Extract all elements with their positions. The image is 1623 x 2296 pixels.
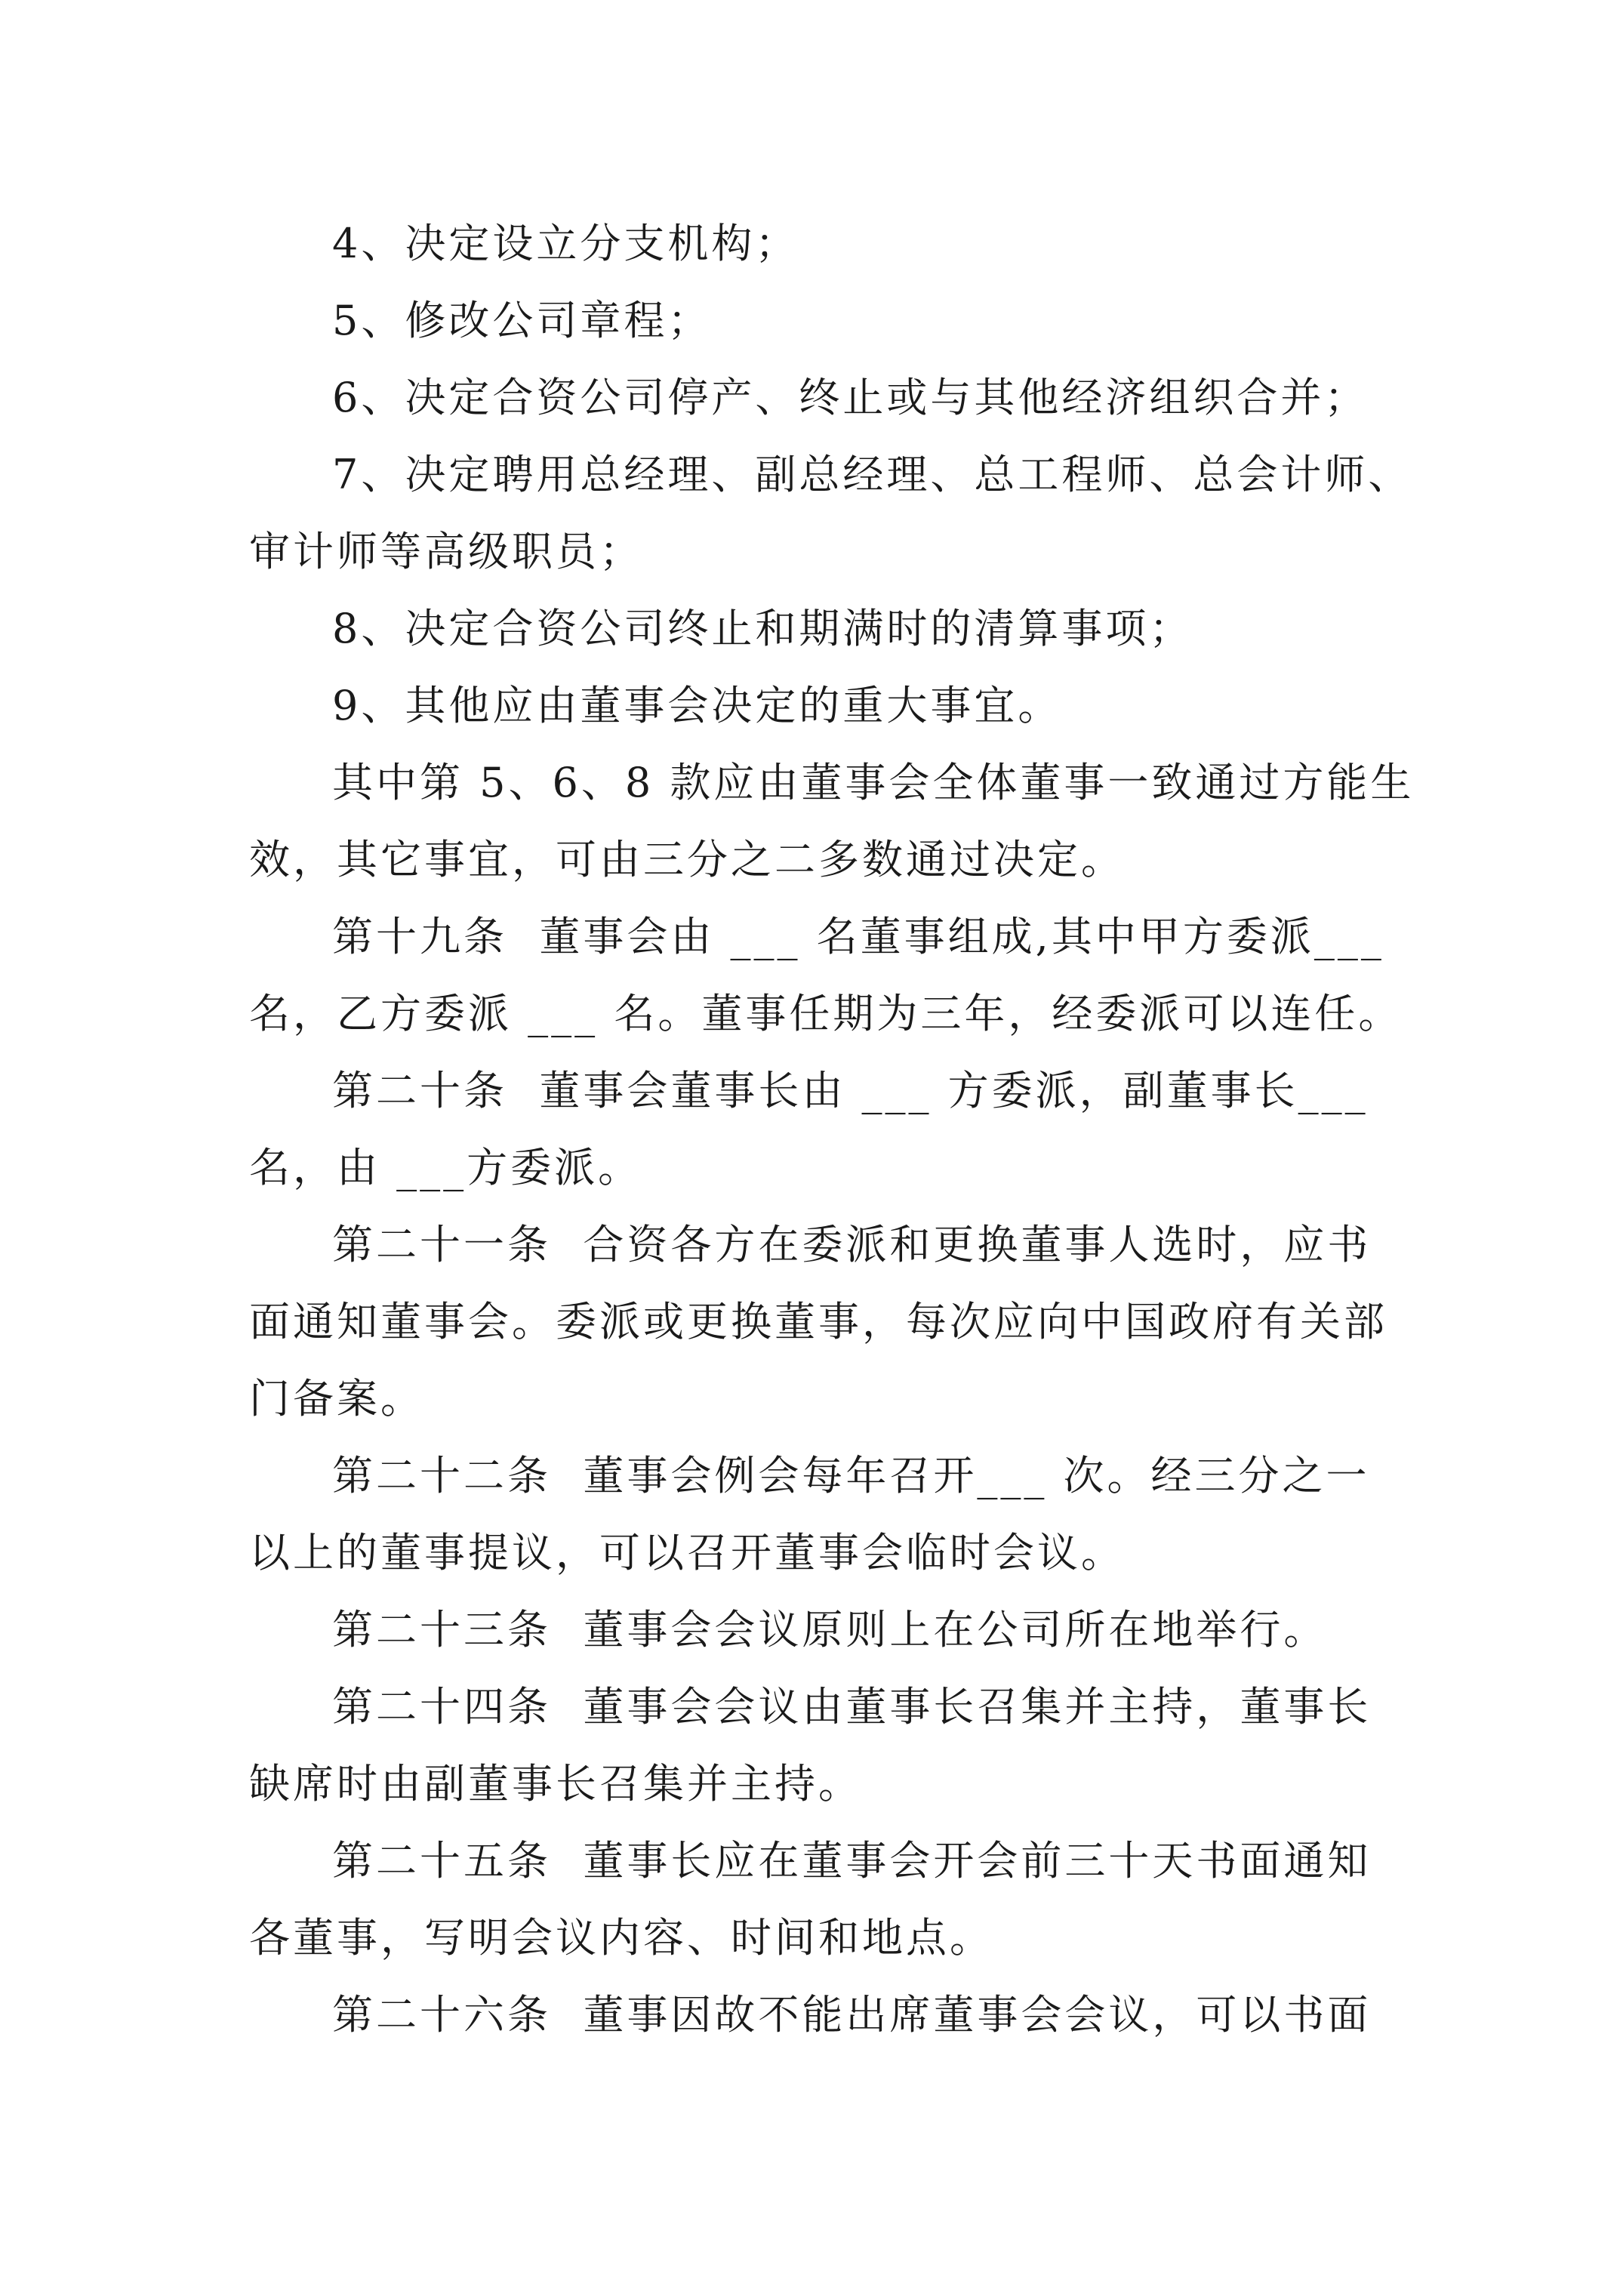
text-line: 效，其它事宜，可由三分之二多数通过决定。 <box>249 836 1125 883</box>
text-line: 缺席时由副董事长召集并主持。 <box>249 1760 862 1808</box>
text-line: 各董事，写明会议内容、时间和地点。 <box>249 1914 993 1962</box>
text-line: 第二十六条 董事因故不能出席董事会会议，可以书面 <box>332 1991 1372 2039</box>
text-line: 其中第 5、6、8 款应由董事会全体董事一致通过方能生 <box>332 759 1415 806</box>
text-line: 第二十三条 董事会会议原则上在公司所在地举行。 <box>332 1606 1328 1653</box>
text-line: 第二十条 董事会董事长由 ___ 方委派，副董事长___ <box>332 1067 1369 1114</box>
text-line: 审计师等高级职员； <box>249 528 643 575</box>
text-line: 以上的董事提议，可以召开董事会临时会议。 <box>249 1529 1125 1576</box>
text-line: 面通知董事会。委派或更换董事，每次应向中国政府有关部 <box>249 1298 1387 1345</box>
text-line: 9、其他应由董事会决定的重大事宜。 <box>332 682 1062 729</box>
text-line: 4、决定设立分支机构； <box>332 220 799 267</box>
text-line: 名，由 ___方委派。 <box>249 1144 642 1191</box>
text-line: 第二十一条 合资各方在委派和更换董事人选时，应书 <box>332 1221 1372 1268</box>
text-line: 6、决定合资公司停产、终止或与其他经济组织合并； <box>332 374 1369 421</box>
text-line: 第二十二条 董事会例会每年召开___ 次。经三分之一 <box>332 1452 1370 1499</box>
text-line: 5、修改公司章程； <box>332 297 712 344</box>
text-line: 第二十四条 董事会会议由董事长召集并主持，董事长 <box>332 1683 1372 1730</box>
text-line: 第二十五条 董事长应在董事会开会前三十天书面通知 <box>332 1837 1372 1885</box>
text-line: 门备案。 <box>249 1375 424 1422</box>
text-line: 8、决定合资公司终止和期满时的清算事项； <box>332 605 1193 652</box>
text-line: 名，乙方委派 ___ 名。董事任期为三年，经委派可以连任。 <box>249 990 1403 1037</box>
text-line: 第十九条 董事会由 ___ 名董事组成,其中甲方委派___ <box>332 913 1384 960</box>
text-line: 7、决定聘用总经理、副总经理、总工程师、总会计师、 <box>332 451 1412 498</box>
